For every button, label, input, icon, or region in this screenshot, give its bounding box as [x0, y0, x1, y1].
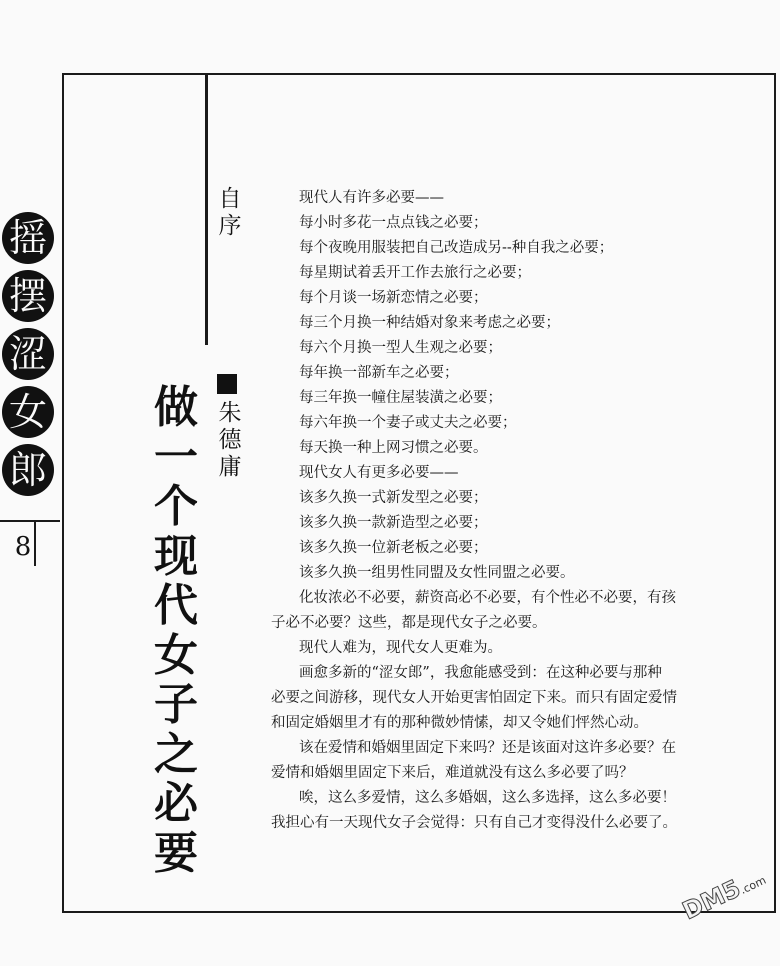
text-line: 画愈多新的“涩女郎”，我愈能感受到：在这种必要与那种 — [299, 665, 662, 681]
book-title-char: 摇 — [2, 212, 54, 264]
watermark-text: DM5 — [678, 874, 745, 926]
text-line: 现代人有许多必要—— — [299, 190, 444, 206]
watermark-suffix: .com — [738, 873, 769, 897]
text-line: 每年换一部新车之必要； — [299, 365, 459, 381]
text-line: 爱情和婚姻里固定下来后，难道就没有这么多必要了吗？ — [271, 765, 634, 781]
text-line: 我担心有一天现代女子会觉得：只有自己才变得没什么必要了。 — [271, 815, 677, 831]
text-line: 每个月谈一场新恋情之必要； — [299, 290, 488, 306]
text-line: 每六个月换一型人生观之必要； — [299, 340, 502, 356]
section-label: 自序 — [218, 186, 242, 239]
text-line: 每天换一种上网习惯之必要。 — [299, 440, 488, 456]
article-title: 做一个现代女子之必要 — [154, 382, 198, 879]
text-line: 现代女人有更多必要—— — [299, 465, 459, 481]
text-line: 每星期试着丢开工作去旅行之必要； — [299, 265, 531, 281]
text-line: 唉，这么多爱情，这么多婚姻，这么多选择，这么多必要！ — [299, 790, 676, 806]
book-title — [2, 212, 60, 502]
text-line: 子必不必要？这些，都是现代女子之必要。 — [271, 615, 547, 631]
author-name: 朱德庸 — [218, 400, 242, 480]
text-line: 必要之间游移，现代女人开始更害怕固定下来。而只有固定爱情 — [271, 690, 677, 706]
text-line: 该多久换一款新造型之必要； — [299, 515, 488, 531]
book-title-char: 女 — [2, 386, 54, 438]
text-line: 该多久换一组男性同盟及女性同盟之必要。 — [299, 565, 575, 581]
book-title-char: 摆 — [2, 270, 54, 322]
text-line: 每个夜晚用服装把自己改造成另--种自我之必要； — [299, 240, 614, 256]
text-line: 和固定婚姻里才有的那种微妙情愫，却又令她们怦然心动。 — [271, 715, 648, 731]
text-line: 现代人难为，现代女人更难为。 — [299, 640, 502, 656]
divider-line — [205, 75, 208, 345]
text-line: 该在爱情和婚姻里固定下来吗？还是该面对这许多必要？在 — [299, 740, 676, 756]
text-line: 该多久换一位新老板之必要； — [299, 540, 488, 556]
book-title-char: 郎 — [2, 444, 54, 496]
text-line: 每三年换一幢住屋装潢之必要； — [299, 390, 502, 406]
text-line: 每小时多花一点点钱之必要； — [299, 215, 488, 231]
page-number-rule — [0, 520, 60, 522]
author-marker-square — [217, 374, 237, 394]
text-line: 该多久换一式新发型之必要； — [299, 490, 488, 506]
text-line: 化妆浓必不必要，薪资高必不必要，有个性必不必要，有孩 — [299, 590, 676, 606]
text-line: 每三个月换一种结婚对象来考虑之必要； — [299, 315, 560, 331]
page-number-tick — [34, 522, 36, 566]
book-title-char: 涩 — [2, 328, 54, 380]
page-number: 8 — [14, 532, 32, 562]
text-line: 每六年换一个妻子或丈夫之必要； — [299, 415, 517, 431]
